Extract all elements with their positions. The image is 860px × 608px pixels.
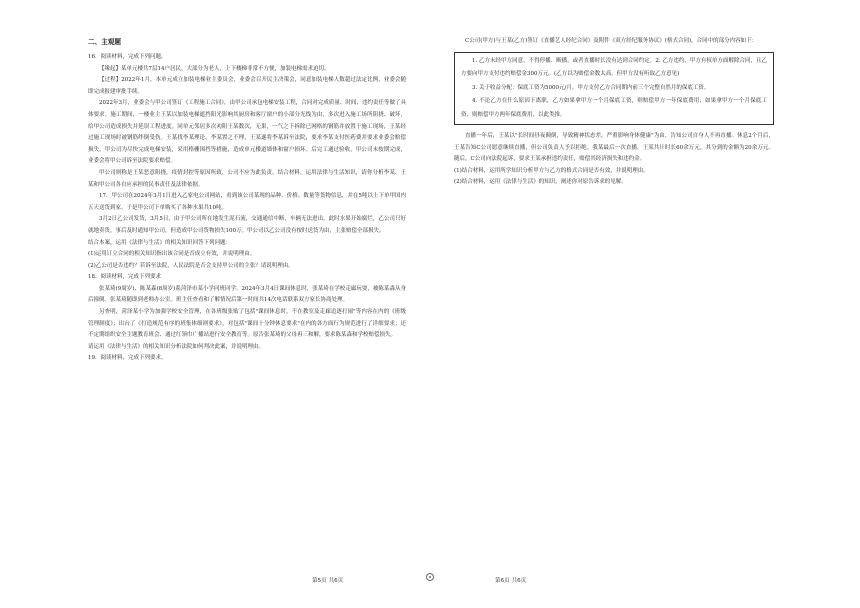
question-18-title: 18．阅读材料，完成下列要求 xyxy=(88,274,161,281)
question-19-title: 19．阅读材料，完成下列要求。 xyxy=(88,355,167,362)
page-footer-right: 第6页 共6页 xyxy=(495,578,527,584)
q16-detail: 2022年3月，业委会与甲公司签订《工程施工合同》，由甲公司承包电梯安装工程，合同对完成质量、时间、违约责任等做了具体要求。施工期间，一楼业主王某以加装电梯遮挡阳光影响其厨房和客厅窗户的小部分光线为由，多次进入施工场所阻挠、破坏，给甲公司造成损失并延误工程进度。同单元邻居多次劝阻王某数次，无果，一气之下拆除已网格的钢筋并放置于施工现场，王某经过施工现场时被钢筋绊倒受伤。王某找李某理论，李某置之不理，王某遂将李某诉至法院，要求李某支付医药费并要求业委会赔偿损失。甲公司为尽快完成电梯安装，采用格栅围挡等措施，造成单元楼道墙体和窗户损坏。后完工通过验收，甲公司未按期完成，业委会将甲公司诉至法院要求赔偿。 xyxy=(88,100,406,165)
q17-sub-2: (2)乙公司是否违约？若诉至法院，人民法院是否会支持甲公司的主张？请说明理由。 xyxy=(88,262,294,269)
q19-sub-2: (2)结合材料，运用《法律与生活》的知识，阐述你对原告诉求的见解。 xyxy=(454,179,627,186)
question-16-title: 16．阅读材料，完成下列问题。 xyxy=(88,54,167,60)
q17-detail: 3月2日乙公司发货，3月5日，由于甲公司所在地发生泥石流，交通通信中断，车辆无法进出，此时水果开始腐烂，乙公司只好就地卖货，事后及时通知甲公司，但造成甲公司货物损失100万。甲公司以乙公司没有按时送货为由，主张赔偿全部损失。 xyxy=(88,216,406,234)
q16-process: 【过程】2022年1月，本单元成立加装电梯业主委员会，业委会召开民主决策会，同意加装电梯人数超过法定比例，业委会随即完成报建审批手续。 xyxy=(88,77,406,95)
right-page xyxy=(430,0,860,608)
contract-item-4: 4. 不论乙方在什么原因下离职，乙方如果拿甲方一个月保底工资，则赔偿甲方一年保底费用；如果拿甲方一个月保底工资，则赔偿甲方两年保底费用，以此类推。 xyxy=(461,98,767,118)
q19-body: 直播一年后，王某以"长时间昼夜颠倒，导致精神状态差，严重影响身体健康"为由，告知公司自身人不再直播。休息2个月后，王某告知C公司愿意继续直播，但公司负责人予以拒绝。我某最后一次直播，王某共计时长60余万元，其分到的金额为20余万元。随后，C公司向法院起诉，要求王某承担违约责任，赔偿其经济损失和违约金。 xyxy=(454,133,774,163)
page-footer-left: 第5页 共6页 xyxy=(312,578,344,584)
q18-case: 张某琦(9周岁)、陈某森(8周岁)系菏泽市某小学同班同学。2024年3月4日课间休息时，张某琦在学校走廊玩耍，被陈某森从身后撞倒。张某琦随即到老师办公室。班主任查看和了解情况后第一时间共14次电话联系双方家长协商处理。 xyxy=(88,285,406,304)
q16-question: 甲公司则称是王某恶意阻挠，疫情封控等原因所致，公司不应为此负责。结合材料，运用法律与生活知识，请你分析李某、王某和甲公司各自应承担的民事责任及法律依据。 xyxy=(88,169,406,188)
q19-sub-1: (1)结合材料，运用所学知识分析甲方与乙方的格式合同是否有效，并说明理由。 xyxy=(454,167,649,174)
right-column xyxy=(454,36,774,189)
q18-question: 请运用《法律与生活》的相关知识分析法院如何判决此案，并说明理由。 xyxy=(88,343,265,350)
contract-item-1: 1. 乙方未经甲方同意，不得停播、断播，或者直播时长没有达到合同约定。2. 乙方违约，甲方有权单方面解除合同，且乙方要向甲方支付违约赔偿金300万元。(乙方以为赔偿金数太高，但甲方没有听取乙方意见) xyxy=(461,57,767,78)
left-column xyxy=(88,36,406,365)
q17-sub-1: (1)运用订立合同的相关知识指出该合同是否成立有效，并说明理由。 xyxy=(88,251,256,258)
q18-facts: 另查明，菏泽某小学为加强学校安全管理，在各班级张贴了包括"课间休息时，不在教室及走廊追逐打闹"等内容在内的《班级管理制度》；出台了《打造规范有序的班集体细则要求》，对包括"课间十分钟休息要求"在内的各方面行为规范进行了详细要求；还不定期组织安全主题教育班会、通过红领巾广播站进行安全教育等。原告张某琦的父母再三和解，要求陈某森和学校赔偿损失。 xyxy=(88,309,406,339)
contract-item-3: 3. 关于收益分配：保底工资为5000元/月。甲方支付乙方合同期内前三个完整自然月的保底工资。 xyxy=(472,84,710,91)
q16-origin: 【缘起】某单元楼共7层14户居民，大部分为老人，上下楼梯非常不方便，加装电梯需求迫切。 xyxy=(99,65,330,72)
contract-excerpt-box xyxy=(454,52,774,126)
section-title: 二、主观题 xyxy=(88,38,121,46)
q17-prompt: 结合本案，运用《法律与生活》的相关知识回答下列问题： xyxy=(88,239,232,246)
q19-intro: C公司(甲方)与王某(乙方)签订《直播艺人经纪合同》及附件《双方经纪服务协议》(格式合同)，合同中的部分内容如下： xyxy=(465,38,758,44)
question-17-intro: 17．甲公司在2024年3月1日进入乙家电公司网站，看到该公司某现的品种、价格、数量等货物信息，并在5吨以上下单甲国内五天送货到家。于是甲公司下单购买了各种水果共10吨。 xyxy=(88,193,406,211)
